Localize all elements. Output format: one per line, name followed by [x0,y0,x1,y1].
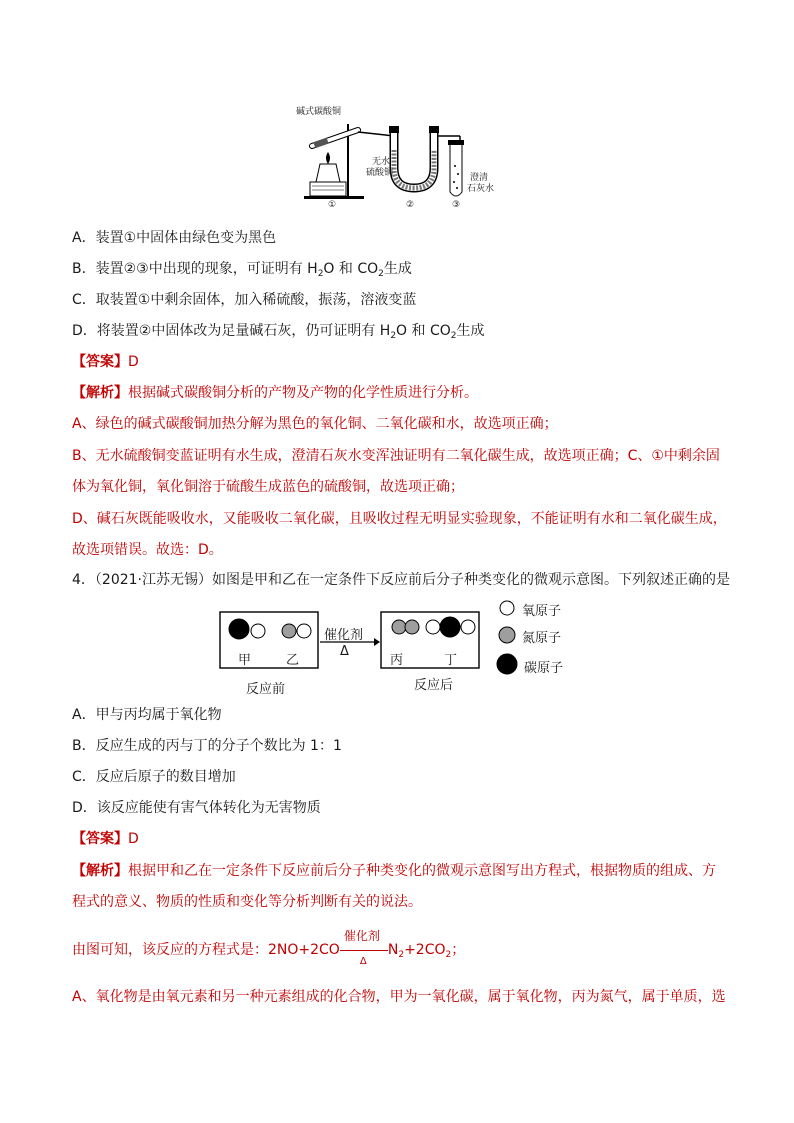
apparatus-figure [290,104,510,216]
before-n-atom [282,624,296,638]
legend-c-icon [497,654,517,674]
q3-answer-tag: 【答案】 [72,354,128,370]
q3-analysis-d1: D、碱石灰既能吸收水，又能吸收二氧化碳，且吸收过程无明显实验现象，不能证明有水和二氧化碳生成， [72,511,727,527]
eq-n-sub: 2 [398,950,405,960]
q3-option-b [72,259,412,279]
q3-option-b-mid: O 和 CO [323,261,379,277]
q4-equation [72,929,466,967]
q3-analysis-text: 根据碱式碳酸铜分析的产物及产物的化学性质进行分析。 [128,385,478,401]
eq-end: ； [451,942,466,958]
legend-o-label: 氧原子 [522,604,562,619]
eq-line [340,950,388,951]
label-catalyst: 催化剂 [324,628,364,643]
q3-option-c: C．取装置①中剩余固体，加入稀硫酸，振荡，溶液变蓝 [72,292,417,308]
label-before: 反应前 [246,682,286,697]
after-n-atom-2 [405,620,419,634]
q3-option-d-sub1: 2 [390,331,397,341]
after-c-atom [440,617,460,637]
q3-option-a: A．装置①中固体由绿色变为黑色 [72,230,277,246]
molecule-diagram [218,598,588,698]
q4-analysis-1 [72,861,716,881]
q4-option-b: B．反应生成的丙与丁的分子个数比为 1：1 [72,738,342,754]
q3-analysis-b2: 体为氧化铜，氧化铜溶于硫酸生成蓝色的硫酸铜，故选项正确； [72,479,464,495]
eq-arrow [340,929,388,967]
q4-answer [72,829,139,849]
q4-option-a: A．甲与丙均属于氧化物 [72,707,222,723]
q4-option-d: D．该反应能使有害气体转化为无害物质 [72,800,321,816]
q3-option-d [72,321,485,341]
q4-analysis-text1: 根据甲和乙在一定条件下反应前后分子种类变化的微观示意图写出方程式，根据物质的组成、方 [128,863,716,879]
eq-delta: Δ [359,956,367,967]
q4-analysis-2: 程式的意义、物质的性质和变化等分析判断有关的说法。 [72,894,422,910]
label-delta: Δ [340,644,349,659]
q4-answer-value: D [128,831,139,847]
label-limewater-1: 澄清 [470,173,489,183]
legend-n-label: 氮原子 [522,631,562,646]
q4-option-c: C．反应后原子的数目增加 [72,769,236,785]
q3-analysis-a: A、绿色的碱式碳酸铜加热分解为黑色的氧化铜、二氧化碳和水，故选项正确； [72,416,558,432]
label-after: 反应后 [414,678,454,693]
eq-left: 由图可知，该反应的方程式是：2NO+2CO [72,942,340,958]
q4-stem: 4．（2021·江苏无锡）如图是甲和乙在一定条件下反应前后分子种类变化的微观示意图。下列叙述正确的是 [72,572,730,588]
after-o-atom-2 [461,620,475,634]
after-n-atom-1 [392,620,406,634]
label-yi: 乙 [286,653,300,668]
q4-answer-tag: 【答案】 [72,831,128,847]
q3-analysis-b1: B、无水硫酸铜变蓝证明有水生成，澄清石灰水变浑浊证明有二氧化碳生成，故选项正确；C、①中剩余固 [72,448,720,464]
q3-option-b-sub2: 2 [378,269,384,279]
legend-o-icon [500,601,514,615]
before-c-atom [229,619,249,639]
q3-option-d-sub2: 2 [450,331,457,341]
q3-answer-value: D [128,354,139,370]
q4-analysis-a: A、氧化物是由氧元素和另一种元素组成的化合物，甲为一氧化碳，属于氧化物，丙为氮气，属于单质，选 [72,989,726,1005]
legend-n-icon [499,627,515,643]
q3-analysis-d2: 故选项错误。故选：D。 [72,542,223,558]
eq-co-sub: 2 [445,950,452,960]
q3-option-d-pre: D．将装置②中固体改为足量碱石灰，仍可证明有 H [72,323,391,339]
label-jia: 甲 [238,653,252,668]
eq-n: N [387,942,399,958]
label-3: ③ [452,200,461,210]
q3-analysis [72,383,478,403]
q3-answer [72,352,139,372]
label-reagent: 碱式碳酸铜 [296,107,342,117]
before-o-atom-1 [251,624,265,638]
q3-option-d-mid: O 和 CO [396,323,451,339]
label-bing: 丙 [390,653,404,668]
label-anhydrous: 无水 [372,157,391,167]
legend-c-label: 碳原子 [524,661,564,676]
q3-option-b-post: 生成 [383,261,412,277]
q3-option-d-post: 生成 [456,323,485,339]
apparatus-drawing [290,104,510,216]
label-limewater-2: 石灰水 [467,184,495,194]
label-ding: 丁 [444,653,458,668]
label-2: ② [406,200,415,210]
q3-option-b-sub1: 2 [317,269,324,279]
eq-mid: +2CO [404,942,446,958]
q4-analysis-tag: 【解析】 [72,863,128,879]
label-cuso4: 硫酸铜 [366,168,394,178]
q3-analysis-tag: 【解析】 [72,385,128,401]
label-1: ① [328,200,337,210]
eq-catalyst: 催化剂 [343,929,380,943]
after-o-atom-1 [426,620,440,634]
q3-option-b-pre: B．装置②③中出现的现象，可证明有 H [72,261,318,277]
before-o-atom-2 [297,624,311,638]
